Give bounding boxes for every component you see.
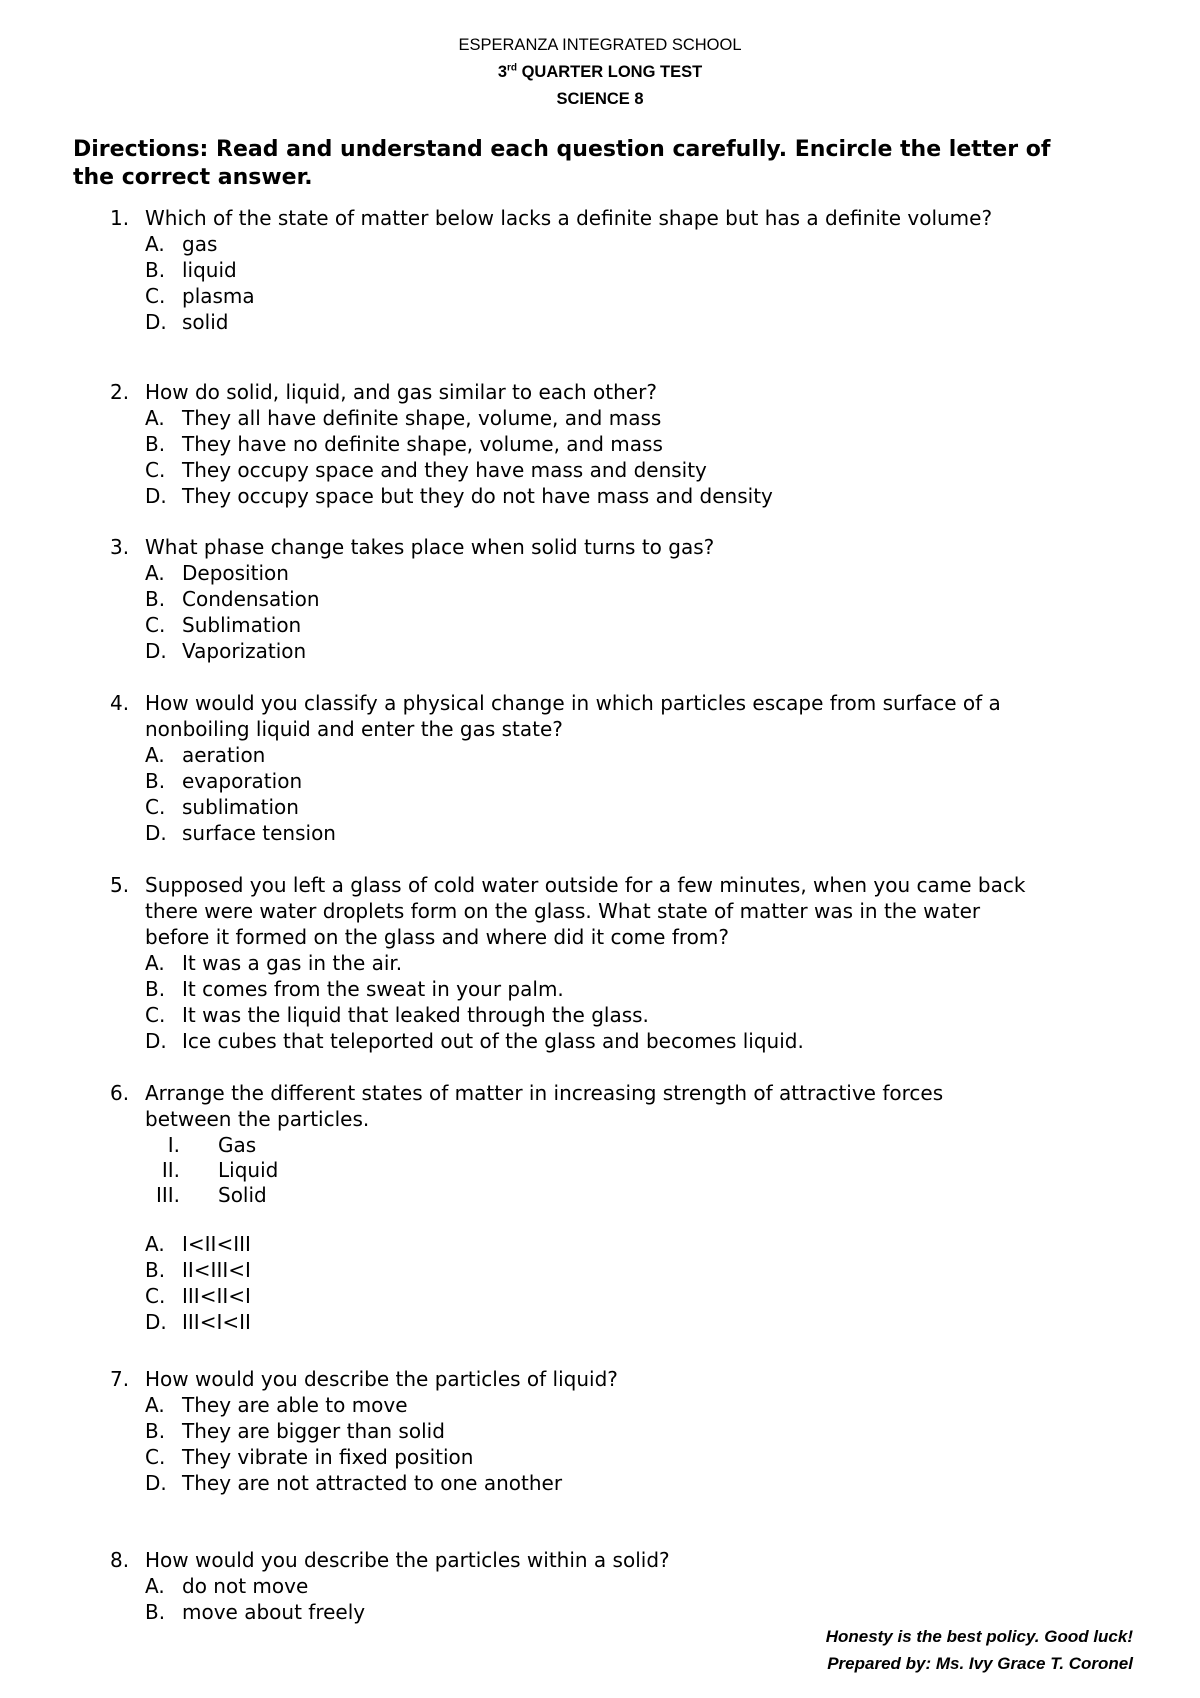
footer-prepared-by: Prepared by: Ms. Ivy Grace T. Coronel	[827, 1654, 1133, 1673]
question-3	[0, 534, 1200, 664]
option-letter: C.	[145, 613, 166, 637]
option-letter: B.	[145, 1258, 166, 1282]
option-text: II<III<I	[182, 1258, 251, 1282]
option-text: They vibrate in fixed position	[182, 1445, 474, 1469]
option-letter: B.	[145, 769, 166, 793]
option-text: Ice cubes that teleported out of the glass and becomes liquid.	[182, 1029, 804, 1053]
option-letter: A.	[145, 232, 165, 256]
answer-option-d[interactable]	[0, 483, 1200, 509]
question-number: 6.	[110, 1081, 130, 1105]
answer-option-c[interactable]	[0, 794, 1200, 820]
option-text: They are able to move	[182, 1393, 408, 1417]
option-letter: C.	[145, 1284, 166, 1308]
option-letter: C.	[145, 1445, 166, 1469]
question-number: 4.	[110, 691, 130, 715]
answer-option-b[interactable]	[0, 768, 1200, 794]
answer-option-a[interactable]	[0, 1392, 1200, 1418]
question-text: Arrange the different states of matter in increasing strength of attractive forces	[145, 1081, 944, 1105]
option-text: It comes from the sweat in your palm.	[182, 977, 564, 1001]
option-text: Vaporization	[182, 639, 307, 663]
option-text: It was the liquid that leaked through the glass.	[182, 1003, 649, 1027]
document-header	[0, 32, 1200, 113]
question-7	[0, 1366, 1200, 1496]
option-text: aeration	[182, 743, 266, 767]
question-text: Which of the state of matter below lacks a definite shape but has a definite volume?	[145, 206, 993, 230]
question-6	[0, 1080, 1200, 1335]
question-number: 5.	[110, 873, 130, 897]
question-5	[0, 872, 1200, 1054]
option-text: evaporation	[182, 769, 303, 793]
answer-option-a[interactable]	[0, 1573, 1200, 1599]
option-letter: C.	[145, 795, 166, 819]
option-text: plasma	[182, 284, 255, 308]
question-4	[0, 690, 1200, 846]
answer-option-b[interactable]	[0, 1418, 1200, 1444]
answer-option-b[interactable]	[0, 586, 1200, 612]
question-text: How would you classify a physical change in which particles escape from surface of a	[145, 691, 1001, 715]
option-letter: D.	[145, 1310, 167, 1334]
option-letter: C.	[145, 1003, 166, 1027]
option-text: Sublimation	[182, 613, 302, 637]
answer-option-d[interactable]	[0, 1470, 1200, 1496]
roman-text: Solid	[218, 1183, 267, 1207]
question-number: 1.	[110, 206, 130, 230]
option-letter: A.	[145, 951, 165, 975]
option-letter: A.	[145, 743, 165, 767]
answer-option-a[interactable]	[0, 950, 1200, 976]
option-letter: D.	[145, 639, 167, 663]
question-text-continued: there were water droplets form on the glass. What state of matter was in the water	[145, 899, 981, 923]
question-number: 7.	[110, 1367, 130, 1391]
answer-option-c[interactable]	[0, 283, 1200, 309]
question-text-continued: between the particles.	[145, 1107, 370, 1131]
option-letter: A.	[145, 1393, 165, 1417]
roman-item-3	[0, 1182, 1200, 1207]
option-letter: A.	[145, 1232, 165, 1256]
question-text: How would you describe the particles of liquid?	[145, 1367, 618, 1391]
question-2	[0, 379, 1200, 509]
test-title	[0, 59, 1200, 86]
answer-option-d[interactable]	[0, 1028, 1200, 1054]
question-text: How do solid, liquid, and gas similar to each other?	[145, 380, 657, 404]
roman-numeral: III.	[155, 1183, 180, 1207]
option-letter: D.	[145, 310, 167, 334]
option-letter: B.	[145, 587, 166, 611]
question-8	[0, 1547, 1200, 1625]
question-number: 2.	[110, 380, 130, 404]
option-text: Condensation	[182, 587, 320, 611]
option-text: Deposition	[182, 561, 289, 585]
option-letter: C.	[145, 284, 166, 308]
roman-item-1	[0, 1132, 1200, 1157]
answer-option-d[interactable]	[0, 820, 1200, 846]
answer-option-a[interactable]	[0, 560, 1200, 586]
option-text: They are not attracted to one another	[182, 1471, 563, 1495]
quarter-suffix: rd	[507, 62, 517, 74]
roman-numeral: II.	[161, 1158, 180, 1182]
option-letter: C.	[145, 458, 166, 482]
question-text: How would you describe the particles within a solid?	[145, 1548, 670, 1572]
directions-text: Directions: Read and understand each question carefully. Encircle the letter of the correct answer.	[73, 137, 1051, 190]
answer-option-a[interactable]	[0, 405, 1200, 431]
test-title-text: QUARTER LONG TEST	[517, 63, 703, 81]
page-footer	[826, 1623, 1133, 1677]
option-letter: D.	[145, 484, 167, 508]
answer-option-d[interactable]	[0, 309, 1200, 335]
option-letter: D.	[145, 1471, 167, 1495]
option-text: They occupy space and they have mass and density	[182, 458, 707, 482]
answer-option-a[interactable]	[0, 231, 1200, 257]
option-letter: B.	[145, 1419, 166, 1443]
answer-option-b[interactable]	[0, 976, 1200, 1002]
school-name: ESPERANZA INTEGRATED SCHOOL	[458, 36, 742, 54]
question-number: 8.	[110, 1548, 130, 1572]
option-text: They all have definite shape, volume, and mass	[182, 406, 662, 430]
roman-numeral: I.	[167, 1133, 180, 1157]
option-text: solid	[182, 310, 229, 334]
option-letter: A.	[145, 406, 165, 430]
option-text: surface tension	[182, 821, 336, 845]
answer-option-c[interactable]	[0, 457, 1200, 483]
answer-option-a[interactable]	[0, 1231, 1200, 1257]
option-text: III<II<I	[182, 1284, 251, 1308]
option-letter: A.	[145, 561, 165, 585]
answer-option-b[interactable]	[0, 431, 1200, 457]
option-letter: B.	[145, 432, 166, 456]
option-letter: A.	[145, 1574, 165, 1598]
answer-option-d[interactable]	[0, 638, 1200, 664]
question-number: 3.	[110, 535, 130, 559]
answer-option-b[interactable]	[0, 1257, 1200, 1283]
question-text-continued: before it formed on the glass and where did it come from?	[145, 925, 729, 949]
option-text: They occupy space but they do not have mass and density	[182, 484, 773, 508]
answer-option-c[interactable]	[0, 612, 1200, 638]
subject-title: SCIENCE 8	[556, 90, 644, 108]
option-letter: B.	[145, 1600, 166, 1624]
option-text: move about freely	[182, 1600, 366, 1624]
answer-option-d[interactable]	[0, 1309, 1200, 1335]
roman-text: Gas	[218, 1133, 257, 1157]
answer-option-b[interactable]	[0, 257, 1200, 283]
option-text: III<I<II	[182, 1310, 251, 1334]
question-text: Supposed you left a glass of cold water outside for a few minutes, when you came back	[145, 873, 1026, 897]
option-letter: D.	[145, 821, 167, 845]
question-1	[0, 205, 1200, 335]
footer-motto: Honesty is the best policy. Good luck!	[825, 1627, 1133, 1646]
question-text-continued: nonboiling liquid and enter the gas state?	[145, 717, 563, 741]
question-text: What phase change takes place when solid turns to gas?	[145, 535, 715, 559]
answer-option-b[interactable]	[0, 1599, 1200, 1625]
option-letter: B.	[145, 258, 166, 282]
option-text: They have no definite shape, volume, and mass	[182, 432, 663, 456]
option-text: sublimation	[182, 795, 299, 819]
option-letter: B.	[145, 977, 166, 1001]
option-text: do not move	[182, 1574, 309, 1598]
option-text: They are bigger than solid	[182, 1419, 445, 1443]
option-letter: D.	[145, 1029, 167, 1053]
answer-option-c[interactable]	[0, 1283, 1200, 1309]
answer-option-c[interactable]	[0, 1002, 1200, 1028]
option-text: liquid	[182, 258, 237, 282]
roman-item-2	[0, 1157, 1200, 1182]
option-text: gas	[182, 232, 218, 256]
answer-option-a[interactable]	[0, 742, 1200, 768]
quarter-number: 3	[497, 63, 507, 81]
roman-text: Liquid	[218, 1158, 279, 1182]
option-text: I<II<III	[182, 1232, 251, 1256]
answer-option-c[interactable]	[0, 1444, 1200, 1470]
option-text: It was a gas in the air.	[182, 951, 403, 975]
